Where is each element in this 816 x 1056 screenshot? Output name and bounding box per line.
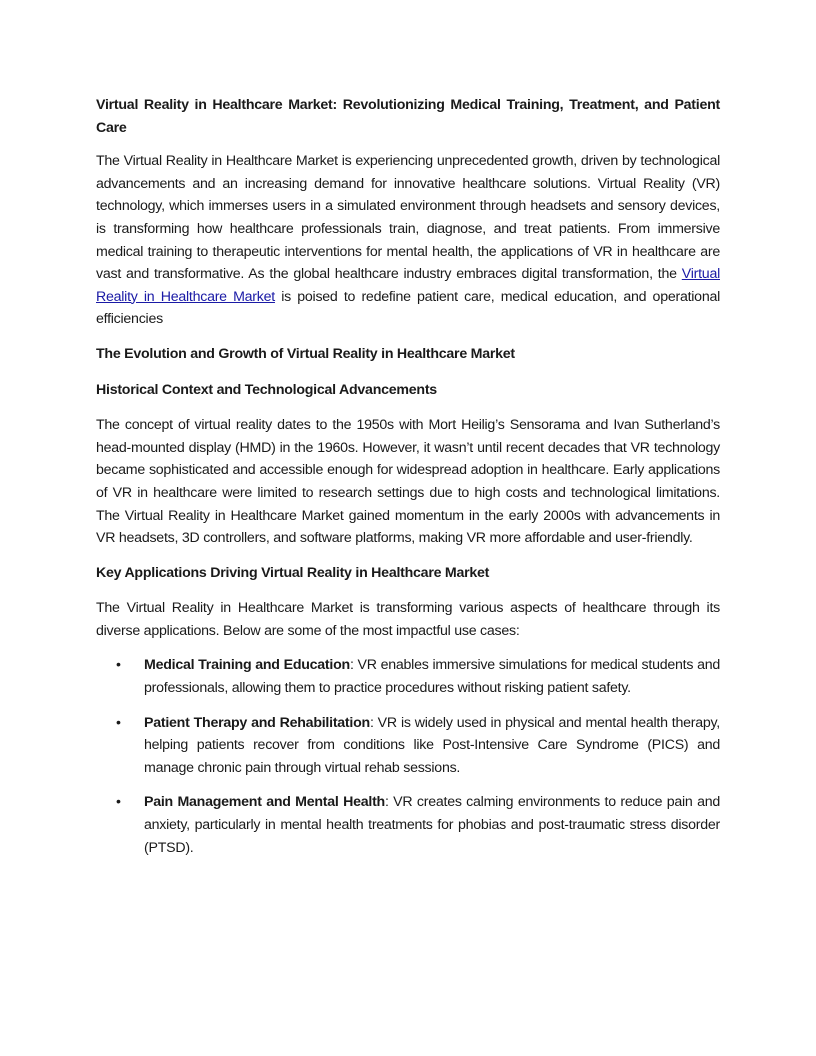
document-title: Virtual Reality in Healthcare Market: Revolutionizing Medical Training, Treatment, and Patient Care bbox=[96, 97, 720, 136]
document-page bbox=[96, 94, 720, 871]
heading-evolution: The Evolution and Growth of Virtual Reality in Healthcare Market bbox=[96, 345, 515, 362]
history-paragraph: The concept of virtual reality dates to the 1950s with Mort Heilig’s Sensorama and Ivan Sutherland’s head-mounted display (HMD) in the 1960s. However, it wasn’t until recent decades that VR technology became sophisticated and accessible enough for widespread adoption in healthcare. Early applications of VR in healthcare were limited to research settings due to high costs and technological limitations. The Virtual Reality in Healthcare Market gained momentum in the early 2000s with advancements in VR headsets, 3D controllers, and software platforms, making VR more affordable and user-friendly. bbox=[96, 417, 720, 547]
bullet-icon: • bbox=[116, 714, 121, 731]
list-item-term: Pain Management and Mental Health bbox=[144, 794, 385, 811]
list-item bbox=[96, 654, 720, 699]
list-item bbox=[96, 712, 720, 780]
applications-paragraph: The Virtual Reality in Healthcare Market is transforming various aspects of healthcare through its diverse applications. Below are some of the most impactful use cases: bbox=[96, 600, 720, 639]
bullet-icon: • bbox=[116, 794, 121, 811]
intro-text-after-link: is poised to redefine patient care, medical education, and operational efficiencies bbox=[96, 288, 721, 328]
list-item-text: : VR is widely used in physical and mental health therapy, helping patients recover from conditions like Post-Intensive Care Syndrome (PICS) and manage chronic pain through virtual rehab sessions. bbox=[144, 714, 721, 776]
intro-text-before-link: The Virtual Reality in Healthcare Market is experiencing unprecedented growth, driven by technological advancements and an increasing demand for innovative healthcare solutions. Virtual Reality (VR) technology, which immerses users in a simulated environment through headsets and sensory devices, is transforming how healthcare professionals train, diagnose, and treat patients. From immersive medical training to therapeutic interventions for mental health, the applications of VR in healthcare are vast and transformative. As the global healthcare industry embraces digital transformation, the bbox=[96, 153, 720, 283]
market-report-link[interactable]: Virtual Reality in Healthcare Market bbox=[96, 266, 720, 305]
list-item-text: : VR creates calming environments to reduce pain and anxiety, particularly in mental health treatments for phobias and post-traumatic stress disorder (PTSD). bbox=[144, 794, 720, 856]
list-item-text: : VR enables immersive simulations for medical students and professionals, allowing them to practice procedures without risking patient safety. bbox=[144, 657, 720, 697]
heading-applications: Key Applications Driving Virtual Reality in Healthcare Market bbox=[96, 564, 490, 581]
heading-history: Historical Context and Technological Advancements bbox=[96, 381, 437, 398]
intro-paragraph bbox=[96, 150, 720, 331]
list-item-term: Patient Therapy and Rehabilitation bbox=[144, 714, 370, 731]
list-item-term: Medical Training and Education bbox=[144, 657, 350, 674]
bullet-icon: • bbox=[116, 657, 121, 674]
applications-list bbox=[96, 654, 720, 859]
list-item bbox=[96, 791, 720, 859]
